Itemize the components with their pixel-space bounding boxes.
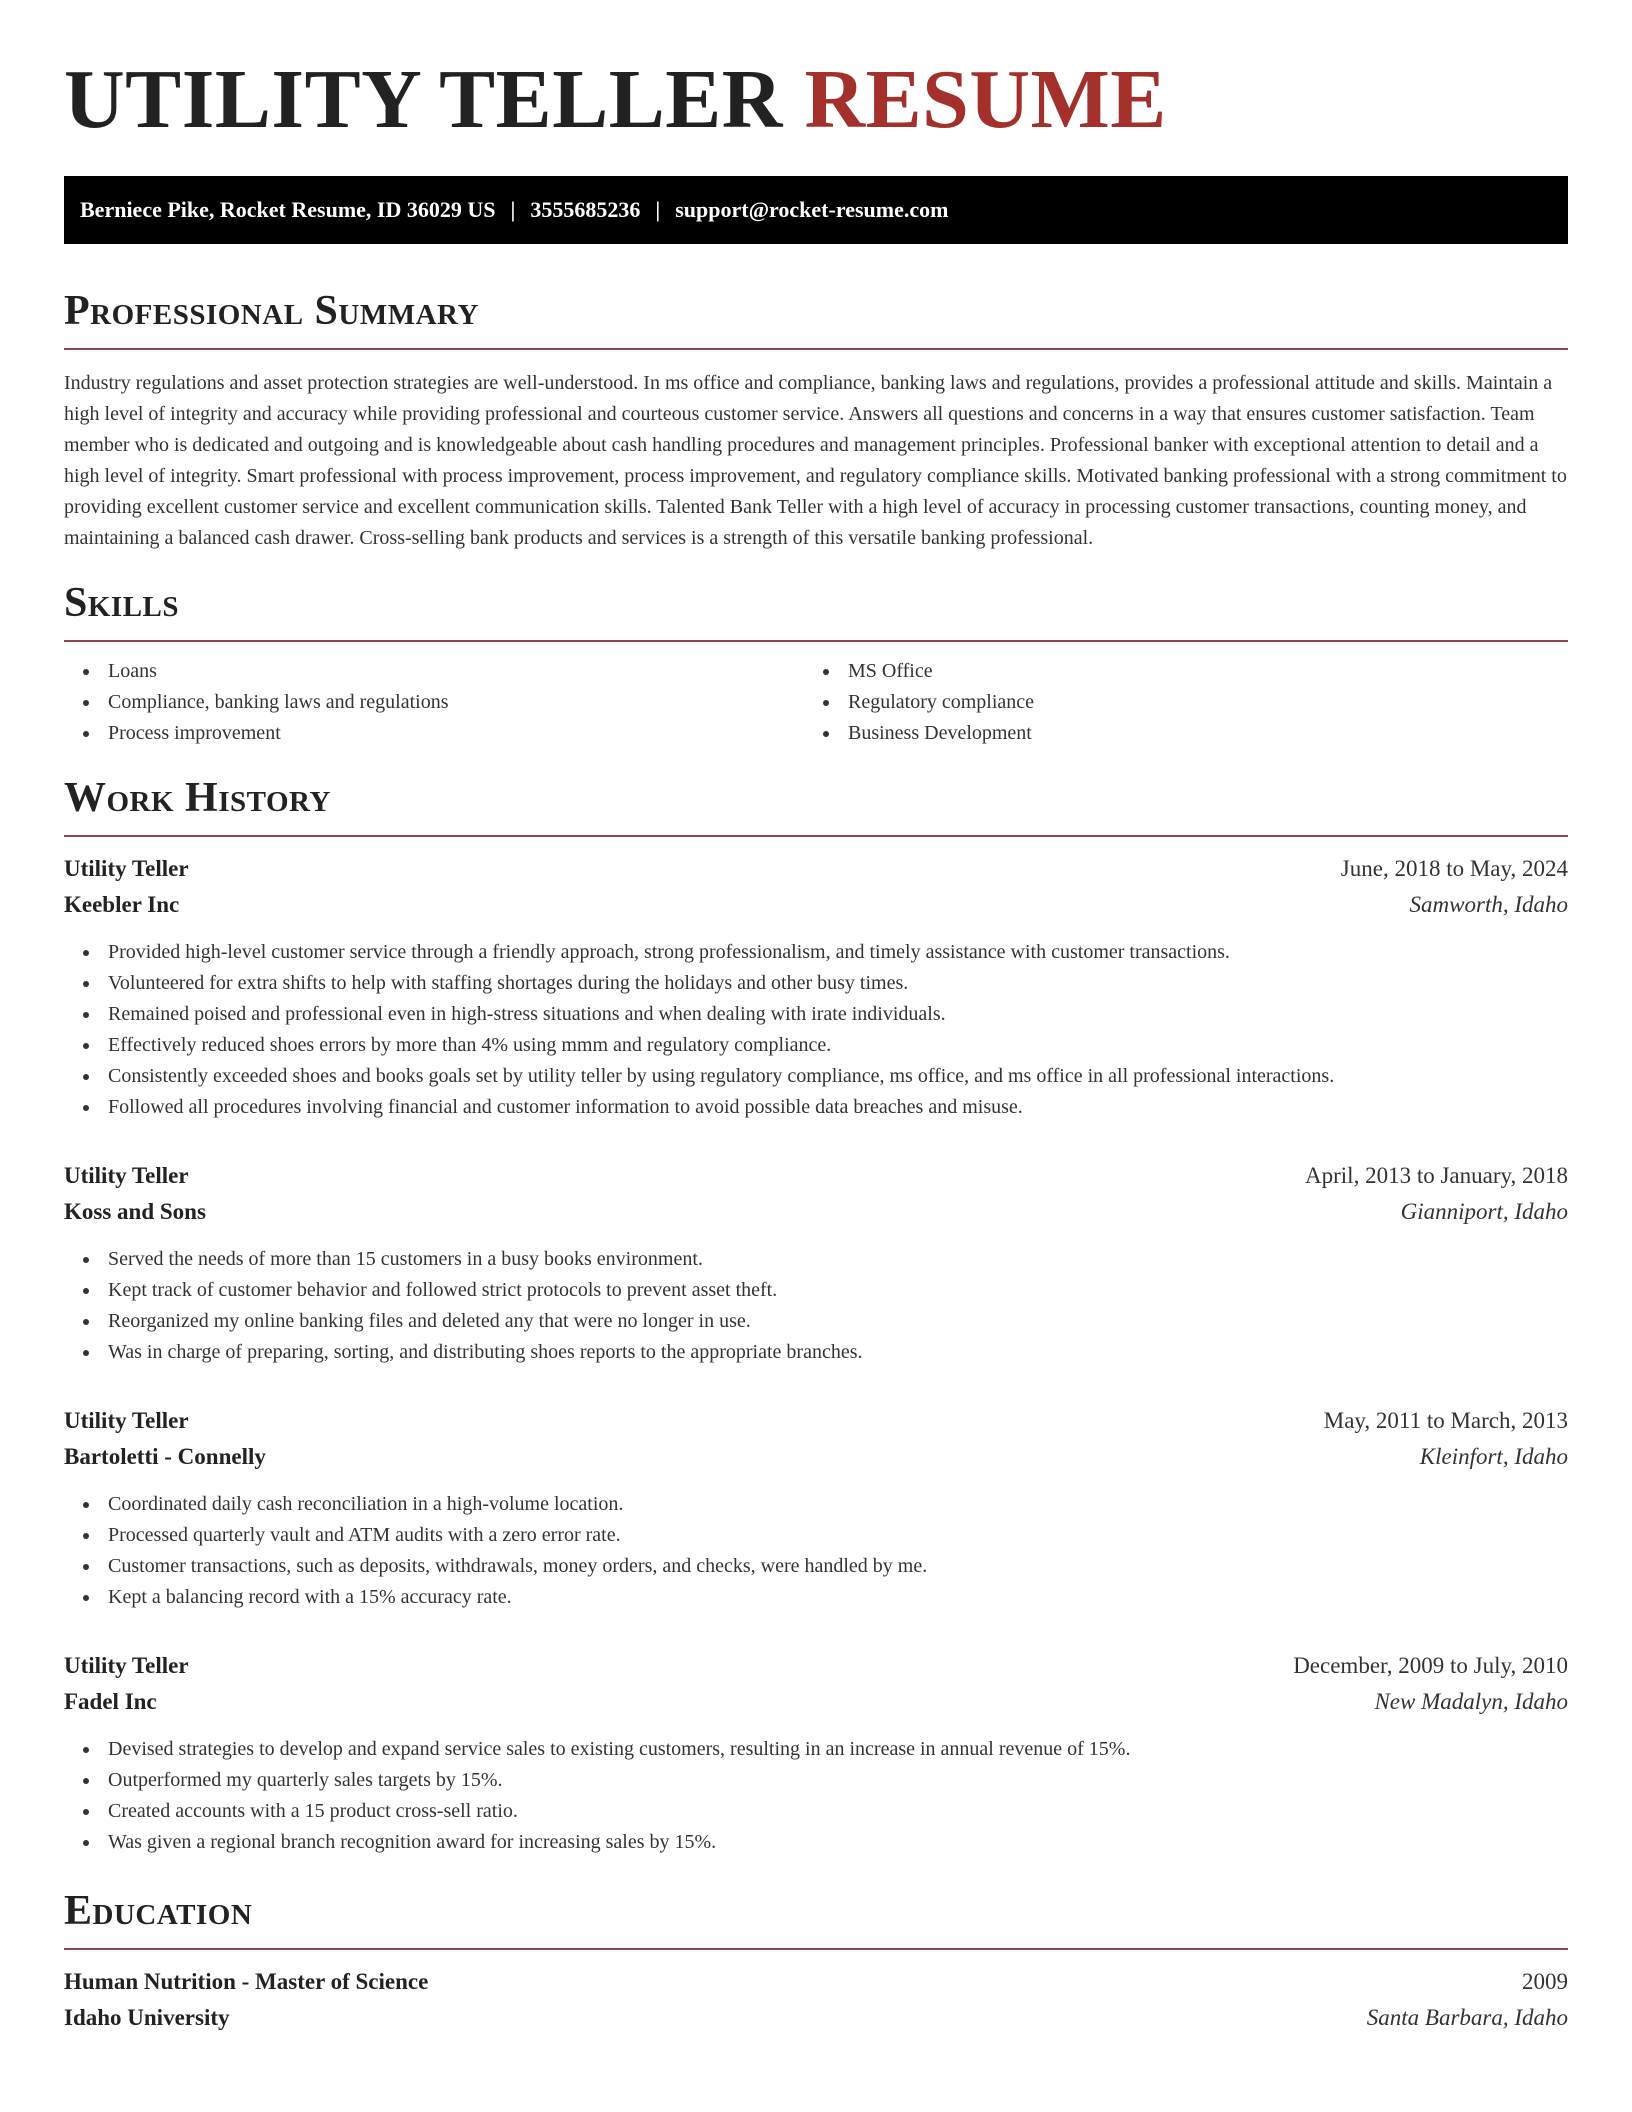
work-history-heading: Work History	[64, 775, 331, 821]
job-company-row	[64, 1439, 1568, 1475]
skills-left-list	[64, 656, 804, 749]
contact-separator: |	[510, 197, 516, 222]
job-bullet: Coordinated daily cash reconciliation in a high-volume location.	[64, 1489, 1568, 1520]
job-company-row	[64, 887, 1568, 923]
job-company: Koss and Sons	[64, 1199, 206, 1224]
job-bullet: Consistently exceeded shoes and books goals set by utility teller by using regulatory compliance, ms office, and ms office in all professional interactions.	[64, 1061, 1568, 1092]
summary-text: Industry regulations and asset protection strategies are well-understood. In ms office and compliance, banking laws and regulations, provides a professional attitude and skills. Maintain a high level of integrity and accuracy while providing professional and courteous customer service. Answers all questions and concerns in a way that ensures customer satisfaction. Team member who is dedicated and outgoing and is knowledgeable about cash handling procedures and management principles. Professional banker with exceptional attention to detail and a high level of integrity. Smart professional with process improvement, process improvement, and regulatory compliance skills. Motivated banking professional with a strong commitment to providing excellent customer service and excellent communication skills. Talented Bank Teller with a high level of accuracy in processing customer transactions, counting money, and maintaining a balanced cash drawer. Cross-selling bank products and services is a strength of this versatile banking professional.	[64, 372, 1567, 549]
job-bullets	[64, 1244, 1568, 1368]
skill-item: Loans	[64, 656, 804, 687]
job-bullet: Effectively reduced shoes errors by more than 4% using mmm and regulatory compliance.	[64, 1030, 1568, 1061]
section-divider	[64, 640, 1568, 642]
job-dates: December, 2009 to July, 2010	[1293, 1653, 1568, 1678]
job-bullet: Volunteered for extra shifts to help with staffing shortages during the holidays and other busy times.	[64, 968, 1568, 999]
job-dates: June, 2018 to May, 2024	[1340, 856, 1568, 881]
education-heading: Education	[64, 1888, 253, 1934]
job-location: Samworth, Idaho	[1409, 892, 1568, 917]
job-title-row	[64, 1403, 1568, 1439]
skills-columns	[64, 656, 1568, 749]
skill-item: Business Development	[804, 718, 1544, 749]
job-title-row	[64, 851, 1568, 887]
job-bullet: Was in charge of preparing, sorting, and distributing shoes reports to the appropriate branches.	[64, 1337, 1568, 1368]
job-bullets	[64, 937, 1568, 1123]
title-main: UTILITY TELLER	[64, 53, 783, 146]
resume-page	[64, 0, 1568, 2036]
title-accent: RESUME	[804, 53, 1167, 146]
job-company: Keebler Inc	[64, 892, 180, 917]
skill-item: Compliance, banking laws and regulations	[64, 687, 804, 718]
job-title-row	[64, 1158, 1568, 1194]
job-company: Bartoletti - Connelly	[64, 1444, 266, 1469]
job-title: Utility Teller	[64, 1408, 189, 1433]
job-bullet: Was given a regional branch recognition award for increasing sales by 15%.	[64, 1827, 1568, 1858]
job-entry	[64, 1648, 1568, 1858]
job-company-row	[64, 1194, 1568, 1230]
skills-heading: Skills	[64, 580, 180, 626]
section-divider	[64, 835, 1568, 837]
job-title-row	[64, 1648, 1568, 1684]
resume-title	[64, 0, 1568, 148]
work-history-section	[64, 773, 1568, 1858]
education-section	[64, 1886, 1568, 2036]
job-bullet: Kept track of customer behavior and followed strict protocols to prevent asset theft.	[64, 1275, 1568, 1306]
job-bullet: Processed quarterly vault and ATM audits with a zero error rate.	[64, 1520, 1568, 1551]
job-dates: May, 2011 to March, 2013	[1323, 1408, 1568, 1433]
job-bullet: Customer transactions, such as deposits, withdrawals, money orders, and checks, were handled by me.	[64, 1551, 1568, 1582]
skills-section	[64, 578, 1568, 749]
section-divider	[64, 348, 1568, 350]
education-entry	[64, 1964, 1568, 2036]
education-degree-row	[64, 1964, 1568, 2000]
job-location: Kleinfort, Idaho	[1419, 1444, 1568, 1469]
job-dates: April, 2013 to January, 2018	[1305, 1163, 1568, 1188]
education-degree: Human Nutrition - Master of Science	[64, 1969, 429, 1994]
education-location: Santa Barbara, Idaho	[1366, 2005, 1568, 2030]
job-entry	[64, 1403, 1568, 1613]
job-bullets	[64, 1489, 1568, 1613]
job-location: New Madalyn, Idaho	[1374, 1689, 1568, 1714]
job-entry	[64, 851, 1568, 1123]
skills-right-list	[804, 656, 1544, 749]
skill-item: Regulatory compliance	[804, 687, 1544, 718]
summary-section	[64, 286, 1568, 554]
education-school-row	[64, 2000, 1568, 2036]
job-bullet: Reorganized my online banking files and deleted any that were no longer in use.	[64, 1306, 1568, 1337]
contact-separator: |	[655, 197, 661, 222]
education-year: 2009	[1522, 1969, 1568, 1994]
contact-email: support@rocket-resume.com	[675, 197, 949, 222]
job-bullet: Created accounts with a 15 product cross-sell ratio.	[64, 1796, 1568, 1827]
skill-item: MS Office	[804, 656, 1544, 687]
contact-bar	[64, 176, 1568, 244]
job-bullet: Kept a balancing record with a 15% accuracy rate.	[64, 1582, 1568, 1613]
contact-phone: 3555685236	[530, 197, 641, 222]
job-location: Gianniport, Idaho	[1400, 1199, 1568, 1224]
job-company: Fadel Inc	[64, 1689, 157, 1714]
job-bullet: Outperformed my quarterly sales targets by 15%.	[64, 1765, 1568, 1796]
job-title: Utility Teller	[64, 1163, 189, 1188]
job-company-row	[64, 1684, 1568, 1720]
job-title: Utility Teller	[64, 1653, 189, 1678]
contact-address: Berniece Pike, Rocket Resume, ID 36029 US	[80, 197, 496, 222]
job-title: Utility Teller	[64, 856, 189, 881]
job-entry	[64, 1158, 1568, 1368]
job-bullet: Devised strategies to develop and expand service sales to existing customers, resulting in an increase in annual revenue of 15%.	[64, 1734, 1568, 1765]
job-bullet: Provided high-level customer service through a friendly approach, strong professionalism, and timely assistance with customer transactions.	[64, 937, 1568, 968]
job-bullet: Followed all procedures involving financial and customer information to avoid possible data breaches and misuse.	[64, 1092, 1568, 1123]
skill-item: Process improvement	[64, 718, 804, 749]
education-school: Idaho University	[64, 2005, 230, 2030]
section-divider	[64, 1948, 1568, 1950]
job-bullet: Served the needs of more than 15 customers in a busy books environment.	[64, 1244, 1568, 1275]
summary-heading: Professional Summary	[64, 288, 479, 334]
job-bullet: Remained poised and professional even in high-stress situations and when dealing with irate individuals.	[64, 999, 1568, 1030]
job-bullets	[64, 1734, 1568, 1858]
